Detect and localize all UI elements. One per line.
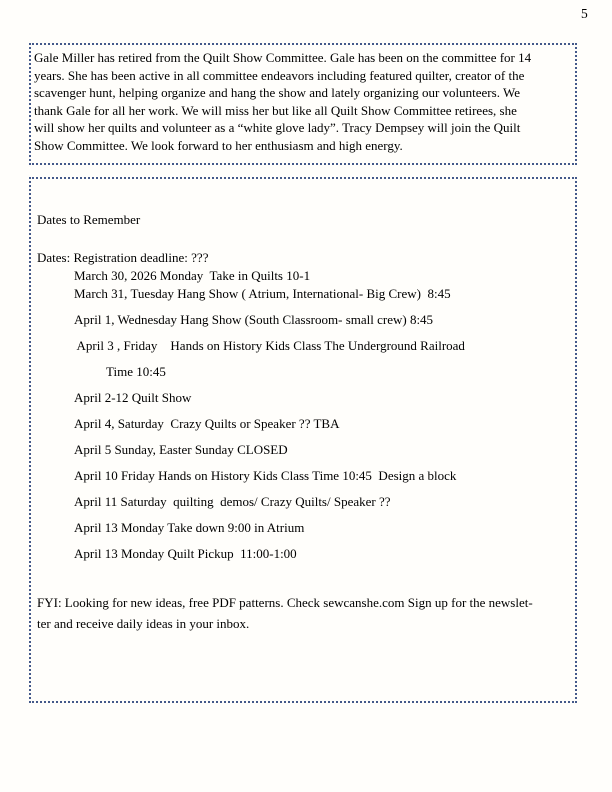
notice-line: years. She has been active in all committee endeavors including featured quilter, creator of the [34, 67, 525, 83]
dates-to-remember-box [29, 177, 577, 703]
event-april-4-crazy-quilts: April 4, Saturday Crazy Quilts or Speaker ?? TBA [74, 416, 340, 431]
fyi-line: ter and receive daily ideas in your inbox. [37, 616, 250, 631]
notice-line: scavenger hunt, helping organize and hang the show and lately organizing our volunteers. We [34, 85, 520, 100]
event-april-10-kids-class: April 10 Friday Hands on History Kids Class Time 10:45 Design a block [74, 468, 457, 483]
retirement-notice-box [29, 43, 577, 165]
fyi-line: FYI: Looking for new ideas, free PDF patterns. Check sewcanshe.com Sign up for the newslet- [37, 595, 533, 610]
fyi-paragraph [37, 592, 573, 634]
notice-line: will show her quilts and volunteer as a “white glove lady”. Tracy Dempsey will join the Quilt [34, 120, 521, 135]
notice-line: Show Committee. We look forward to her enthusiasm and high energy. [34, 137, 403, 153]
event-april-1-hang-show: April 1, Wednesday Hang Show (South Classroom- small crew) 8:45 [74, 312, 434, 327]
notice-line: Gale Miller has retired from the Quilt Show Committee. Gale has been on the committee for 14 [34, 50, 532, 65]
event-march-31-hang-show: March 31, Tuesday Hang Show ( Atrium, International- Big Crew) 8:45 [74, 286, 451, 301]
notice-line: thank Gale for all her work. We will miss her but like all Quilt Show Committee retirees, she [34, 102, 517, 118]
event-april-13-quilt-pickup: April 13 Monday Quilt Pickup 11:00-1:00 [74, 546, 297, 561]
event-april-11-demos: April 11 Saturday quilting demos/ Crazy Quilts/ Speaker ?? [74, 494, 391, 509]
event-april-3-kids-class: April 3 , Friday Hands on History Kids Class The Underground Railroad [74, 338, 465, 353]
event-april-5-easter-closed: April 5 Sunday, Easter Sunday CLOSED [74, 442, 288, 457]
page-number: 5 [581, 6, 588, 21]
event-april-3-time: Time 10:45 [106, 364, 166, 379]
registration-deadline-line: Dates: Registration deadline: ??? [37, 250, 209, 265]
event-april-2-12-quilt-show: April 2-12 Quilt Show [74, 390, 192, 405]
dates-title: Dates to Remember [37, 212, 141, 227]
event-march-30-take-in: March 30, 2026 Monday Take in Quilts 10-1 [74, 268, 311, 283]
event-april-13-take-down: April 13 Monday Take down 9:00 in Atrium [74, 520, 305, 535]
